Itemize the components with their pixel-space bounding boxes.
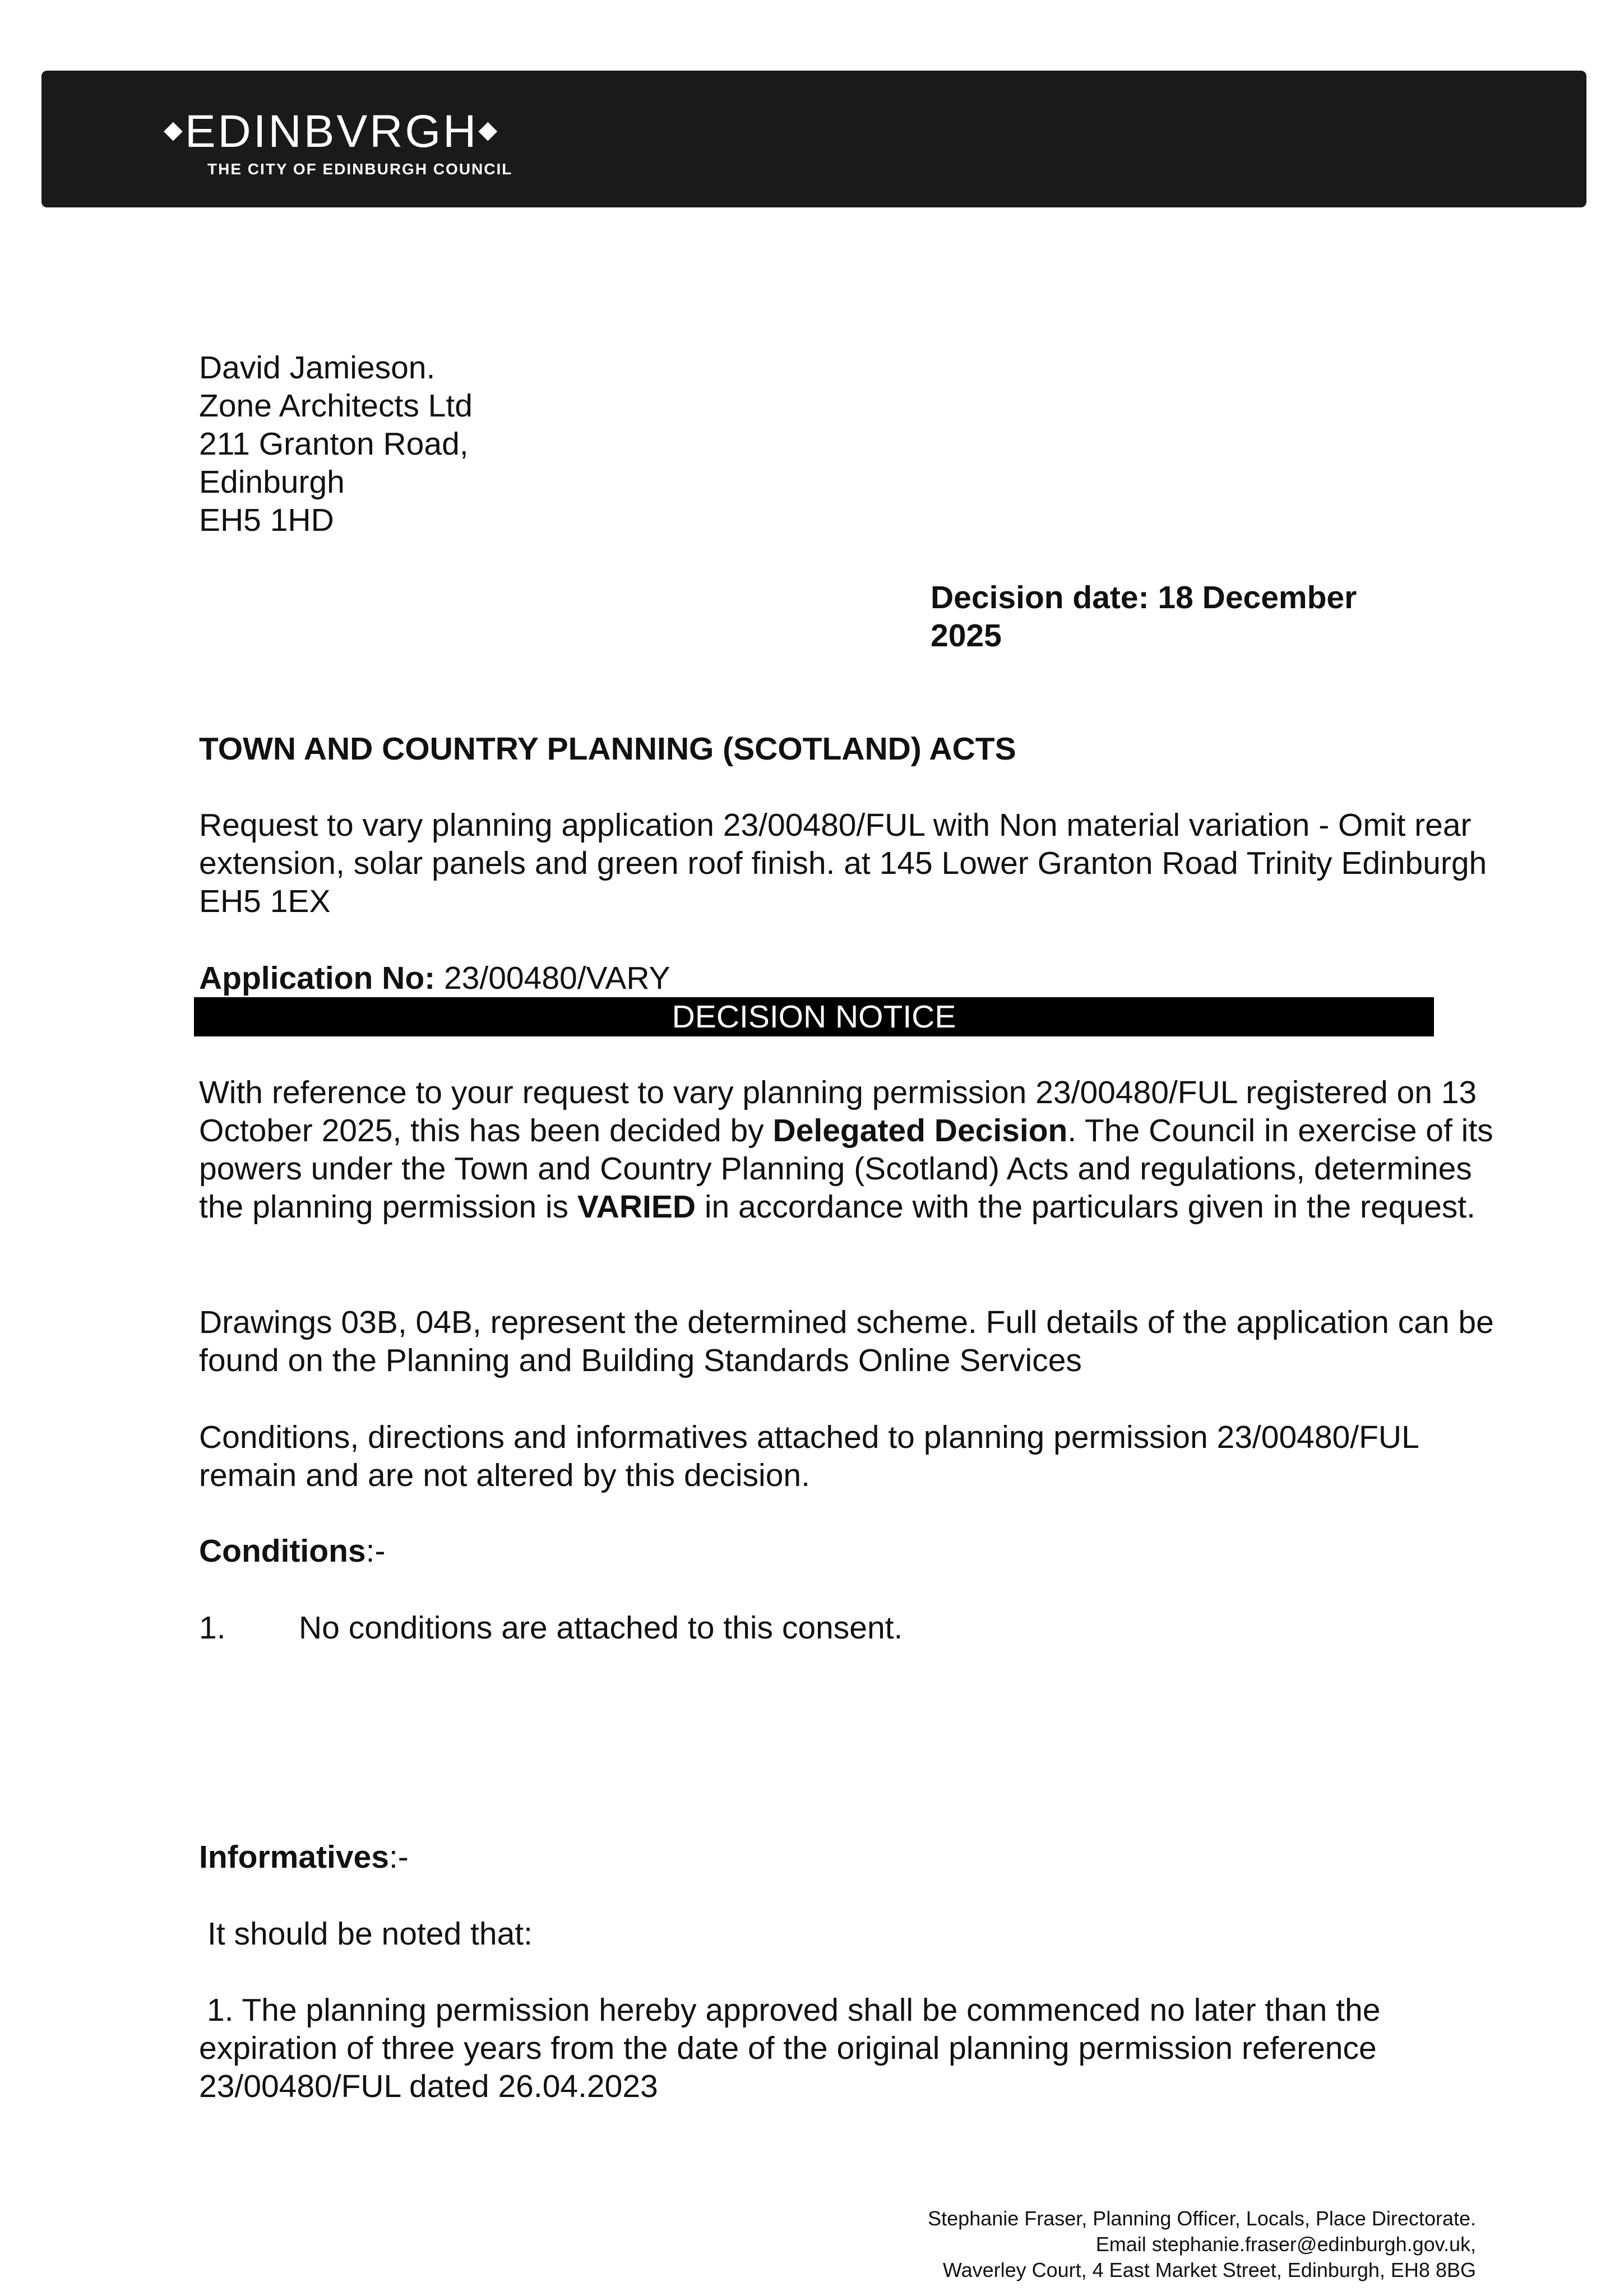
informatives-heading-suffix: :- xyxy=(388,1839,409,1875)
decision-text-3: in accordance with the particulars given in the request. xyxy=(696,1189,1475,1225)
decision-notice-bar: DECISION NOTICE xyxy=(194,997,1434,1036)
recipient-city: Edinburgh xyxy=(199,464,345,500)
conditions-paragraph: Conditions, directions and informatives attached to planning permission 23/00480/FUL remain and are not altered by this decision. xyxy=(199,1419,1418,1493)
informatives-heading-label: Informatives xyxy=(199,1839,389,1875)
decision-outcome: VARIED xyxy=(577,1189,696,1225)
officer-footer xyxy=(928,2206,1476,2283)
diamond-icon: ◆ xyxy=(164,116,185,144)
council-logo xyxy=(164,106,500,158)
condition-number: 1. xyxy=(199,1610,226,1646)
informatives-heading xyxy=(199,1838,409,1876)
footer-email: Email stephanie.fraser@edinburgh.gov.uk, xyxy=(1095,2233,1476,2256)
logo-subtitle: THE CITY OF EDINBURGH COUNCIL xyxy=(207,160,513,178)
condition-item xyxy=(199,1609,903,1647)
footer-officer: Stephanie Fraser, Planning Officer, Locals, Place Directorate. xyxy=(928,2207,1476,2230)
document-heading: TOWN AND COUNTRY PLANNING (SCOTLAND) ACTS xyxy=(199,731,1016,767)
conditions-heading-suffix: :- xyxy=(365,1533,386,1569)
recipient-address xyxy=(199,349,473,539)
logo-text: EDINBVRGH xyxy=(184,106,479,157)
condition-text: No conditions are attached to this consent. xyxy=(299,1610,903,1646)
decision-text-1: With reference to your request to vary planning permission 23/00480/FUL registered on 13 October 2025, this has been decided by xyxy=(199,1075,1477,1149)
drawings-paragraph: Drawings 03B, 04B, represent the determined scheme. Full details of the application can be found on the Planning and Building Standards Online Services xyxy=(199,1304,1494,1378)
application-label: Application No: xyxy=(199,960,436,996)
informative-text: 1. The planning permission hereby approved shall be commenced no later than the expiration of three years from the date of the original planning permission reference 23/00480/FUL dated 26.04.2023 xyxy=(199,1992,1381,2104)
conditions-heading-label: Conditions xyxy=(199,1533,366,1569)
recipient-street: 211 Granton Road, xyxy=(199,426,469,462)
decision-date: Decision date: 18 December 2025 xyxy=(931,580,1357,654)
recipient-name: David Jamieson. xyxy=(199,350,436,386)
informatives-intro: It should be noted that: xyxy=(207,1916,533,1952)
recipient-company: Zone Architects Ltd xyxy=(199,388,473,424)
decision-text-2: . The Council in exercise of its powers under the Town and Country Planning (Scotland) Acts and regulations, determines the planning permission is xyxy=(199,1113,1493,1225)
application-number-value: 23/00480/VARY xyxy=(443,960,670,996)
recipient-postcode: EH5 1HD xyxy=(199,502,334,538)
decision-type: Delegated Decision xyxy=(772,1113,1068,1149)
diamond-icon: ◆ xyxy=(478,116,500,144)
council-header-banner xyxy=(41,71,1586,207)
decision-paragraph xyxy=(199,1073,1500,1226)
request-description: Request to vary planning application 23/00480/FUL with Non material variation - Omit rear extension, solar panels and green roof finish. at 145 Lower Granton Road Trinity Edinburgh EH5 1EX xyxy=(199,807,1487,919)
footer-address: Waverley Court, 4 East Market Street, Edinburgh, EH8 8BG xyxy=(942,2258,1476,2281)
application-number xyxy=(199,959,670,997)
informative-item xyxy=(199,1991,1500,2105)
conditions-heading xyxy=(199,1532,385,1570)
